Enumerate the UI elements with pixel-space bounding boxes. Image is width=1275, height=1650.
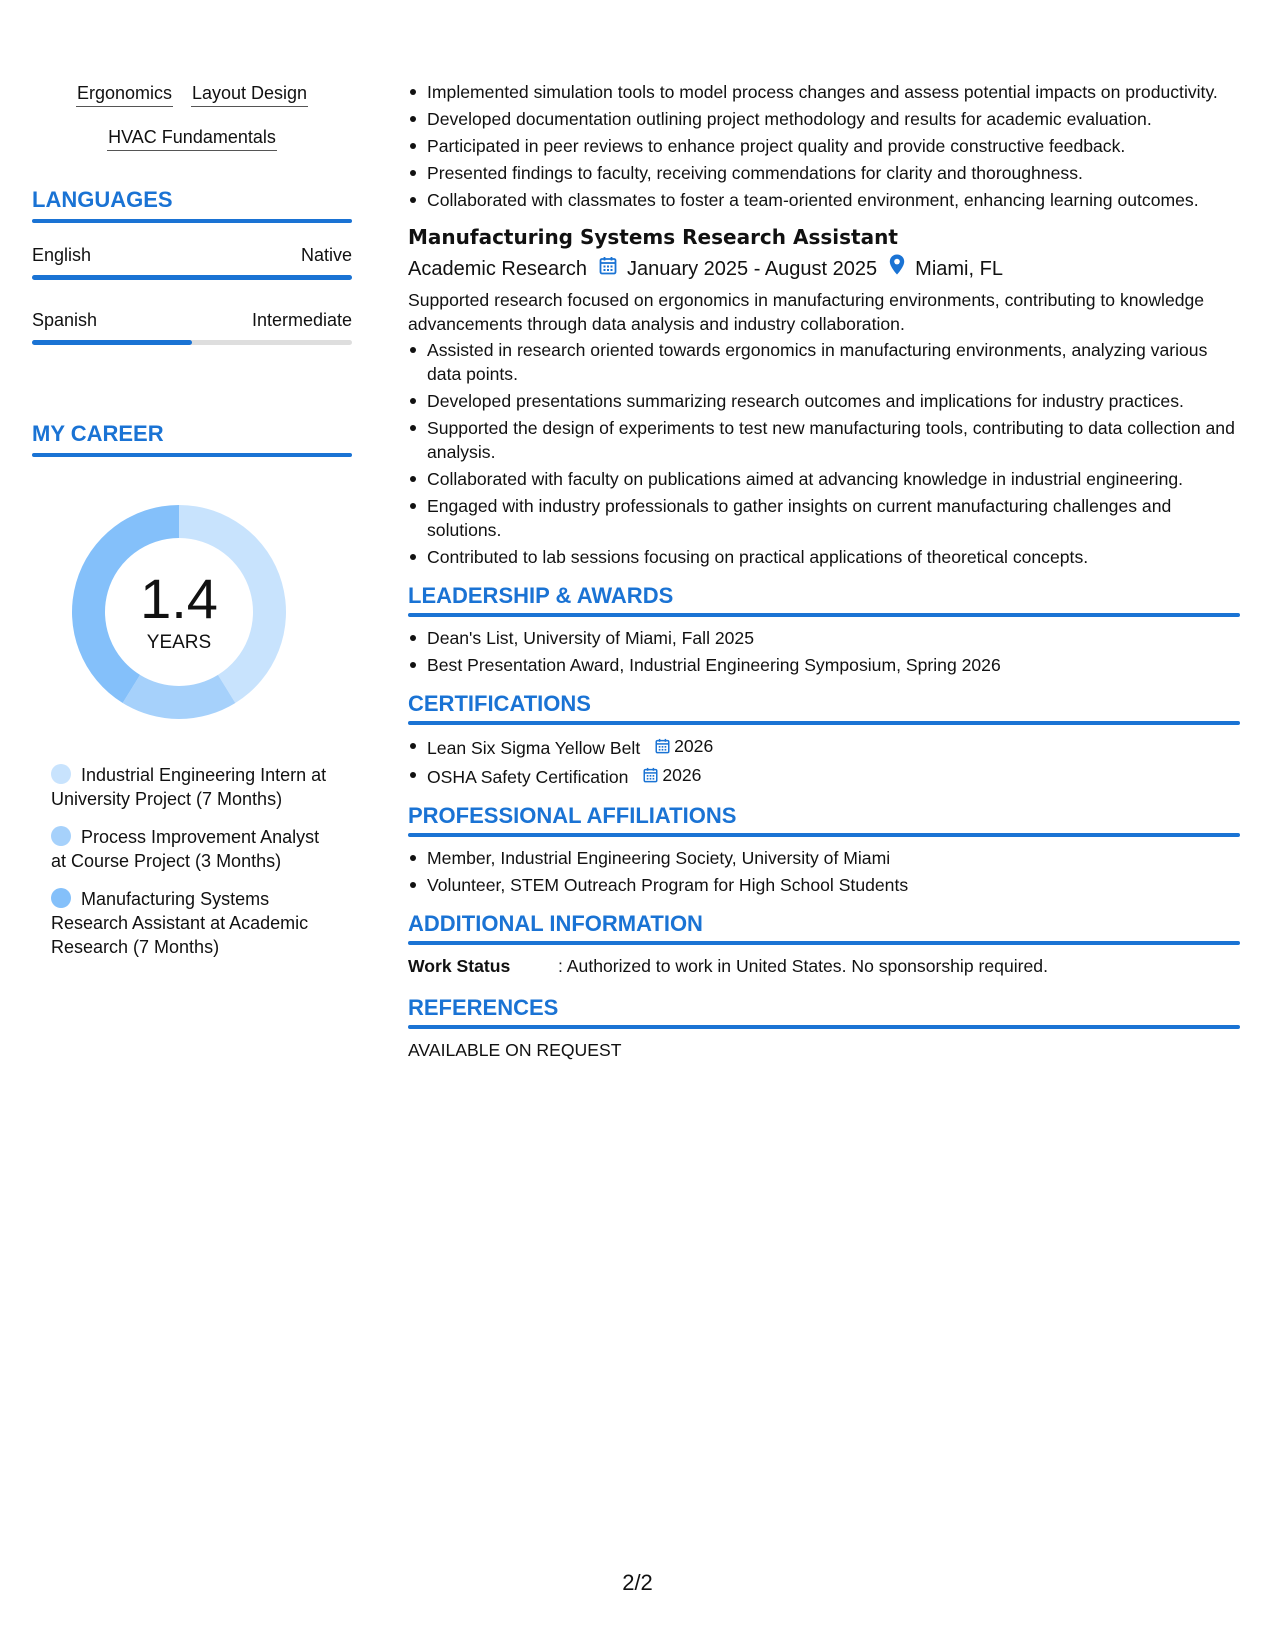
list-item: Participated in peer reviews to enhance project quality and provide constructive feedback.	[408, 134, 1240, 158]
career-heading: MY CAREER	[32, 421, 164, 446]
career-legend	[32, 763, 352, 959]
languages-section	[32, 185, 352, 345]
certifications-heading: CERTIFICATIONS	[408, 691, 591, 716]
references-section	[408, 994, 1240, 1062]
skill-tag: Ergonomics	[76, 80, 173, 107]
certification-year: 2026	[674, 736, 714, 756]
leadership-heading: LEADERSHIP & AWARDS	[408, 583, 674, 608]
proficiency-fill	[32, 275, 352, 280]
list-item: Presented findings to faculty, receiving commendations for clarity and thoroughness.	[408, 161, 1240, 185]
languages-heading: LANGUAGES	[32, 187, 173, 212]
certifications-section	[408, 690, 1240, 789]
certification-date	[655, 734, 713, 758]
experience-entry	[408, 223, 1240, 569]
references-text: AVAILABLE ON REQUEST	[408, 1040, 622, 1060]
certification-item	[408, 734, 1240, 760]
legend-dot-icon	[51, 826, 71, 846]
leadership-list	[408, 626, 1240, 677]
legend-label: Industrial Engineering Intern at University Project (7 Months)	[51, 765, 327, 809]
certification-year: 2026	[662, 765, 702, 785]
list-item: Dean's List, University of Miami, Fall 2025	[408, 626, 1240, 650]
career-section	[32, 419, 352, 959]
language-item	[32, 308, 352, 345]
section-divider	[32, 219, 352, 223]
certification-item	[408, 763, 1240, 789]
list-item: Volunteer, STEM Outreach Program for High School Students	[408, 873, 1240, 897]
language-level: Native	[300, 245, 352, 265]
certification-date	[643, 763, 701, 787]
affiliations-list	[408, 846, 1240, 897]
proficiency-bar	[32, 275, 352, 280]
list-item: Member, Industrial Engineering Society, University of Miami	[408, 846, 1240, 870]
references-heading: REFERENCES	[408, 995, 559, 1020]
job-bullets	[408, 338, 1240, 569]
list-item: Collaborated with faculty on publications aimed at advancing knowledge in industrial engineering.	[408, 467, 1240, 491]
list-item: Developed presentations summarizing research outcomes and implications for industry practices.	[408, 389, 1240, 413]
job-dates: January 2025 - August 2025	[626, 257, 878, 280]
total-years-value: 1.4	[140, 567, 218, 630]
skills-row	[32, 80, 352, 107]
language-name: Spanish	[32, 310, 98, 330]
section-divider	[408, 613, 1240, 617]
total-years-unit: YEARS	[146, 632, 212, 653]
leadership-section	[408, 582, 1240, 677]
right-column	[408, 80, 1240, 1062]
legend-item	[51, 825, 331, 873]
certification-name: OSHA Safety Certification	[427, 767, 629, 787]
certifications-list	[408, 734, 1240, 789]
proficiency-fill	[32, 340, 192, 345]
affiliations-heading: PROFESSIONAL AFFILIATIONS	[408, 803, 737, 828]
list-item: Best Presentation Award, Industrial Engineering Symposium, Spring 2026	[408, 653, 1240, 677]
legend-item	[51, 763, 331, 811]
section-divider	[408, 1025, 1240, 1029]
list-item: Engaged with industry professionals to gather insights on current manufacturing challenges and solutions.	[408, 494, 1240, 542]
page-number: 2/2	[622, 1570, 653, 1595]
skills-row	[32, 124, 352, 151]
language-name: English	[32, 245, 92, 265]
skill-tag: HVAC Fundamentals	[107, 124, 277, 151]
work-status-label: Work Status	[408, 956, 511, 976]
section-divider	[408, 941, 1240, 945]
job-meta	[408, 254, 1240, 283]
certification-name: Lean Six Sigma Yellow Belt	[427, 738, 641, 758]
legend-item	[51, 887, 331, 959]
language-item	[32, 243, 352, 280]
skill-tag: Layout Design	[191, 80, 308, 107]
calendar-icon	[655, 738, 670, 754]
language-row	[32, 243, 352, 267]
career-donut-chart	[64, 497, 294, 727]
language-level: Intermediate	[251, 310, 352, 330]
list-item: Contributed to lab sessions focusing on practical applications of theoretical concepts.	[408, 545, 1240, 569]
legend-dot-icon	[51, 764, 71, 784]
affiliations-section	[408, 802, 1240, 897]
legend-dot-icon	[51, 888, 71, 908]
donut-center	[64, 497, 294, 727]
job-title: Manufacturing Systems Research Assistant	[408, 225, 898, 249]
legend-label: Process Improvement Analyst at Course Project (3 Months)	[51, 827, 320, 871]
legend-label: Manufacturing Systems Research Assistant at Academic Research (7 Months)	[51, 889, 309, 957]
skills-section	[32, 80, 352, 151]
additional-info-heading: ADDITIONAL INFORMATION	[408, 911, 703, 936]
previous-job-bullets	[408, 80, 1240, 212]
calendar-icon	[643, 767, 658, 783]
work-status-row	[408, 954, 1240, 978]
section-divider	[408, 833, 1240, 837]
list-item: Supported the design of experiments to test new manufacturing tools, contributing to data collection and analysis.	[408, 416, 1240, 464]
job-location: Miami, FL	[915, 257, 1003, 280]
calendar-icon	[599, 255, 617, 283]
list-item: Collaborated with classmates to foster a team-oriented environment, enhancing learning outcomes.	[408, 188, 1240, 212]
language-row	[32, 308, 352, 332]
job-organization: Academic Research	[408, 257, 587, 280]
job-description: Supported research focused on ergonomics in manufacturing environments, contributing to knowledge advancements through data analysis and industry collaboration.	[408, 290, 1205, 334]
left-column	[32, 80, 352, 973]
additional-info-section	[408, 910, 1240, 978]
section-divider	[32, 453, 352, 457]
list-item: Developed documentation outlining project methodology and results for academic evaluation.	[408, 107, 1240, 131]
section-divider	[408, 721, 1240, 725]
work-status-value: : Authorized to work in United States. No sponsorship required.	[558, 956, 1048, 976]
list-item: Assisted in research oriented towards ergonomics in manufacturing environments, analyzing various data points.	[408, 338, 1240, 386]
map-pin-icon	[889, 254, 905, 283]
proficiency-bar	[32, 340, 352, 345]
list-item: Implemented simulation tools to model process changes and assess potential impacts on productivity.	[408, 80, 1240, 104]
